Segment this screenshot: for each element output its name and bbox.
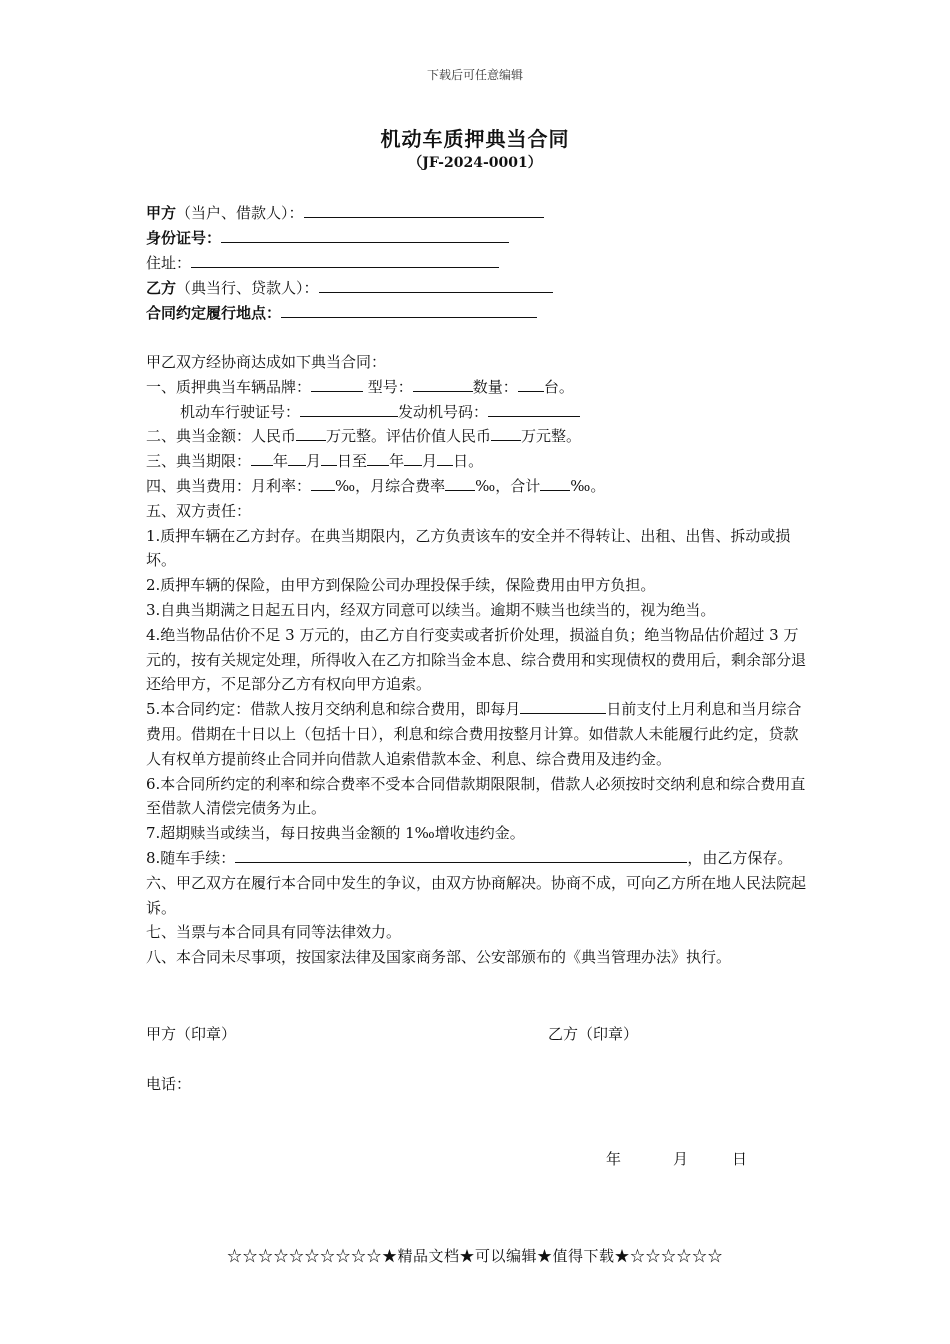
- total-label: ‰，合计: [475, 476, 541, 495]
- quantity-label: 数量：: [472, 377, 518, 396]
- party-a-seal: 甲方（印章）: [146, 1025, 237, 1043]
- footer-banner: ☆☆☆☆☆☆☆☆☆☆★精品文档★可以编辑★值得下载★☆☆☆☆☆☆: [226, 1247, 723, 1265]
- term-label: 三、典当期限：: [146, 452, 252, 471]
- date-year: 年: [606, 1150, 622, 1168]
- party-a-line: [146, 202, 544, 223]
- model-label: 型号：: [363, 377, 413, 396]
- party-a-label: 甲方: [146, 204, 177, 222]
- clause-2: [146, 424, 808, 449]
- place-label: 合同约定履行地点：: [146, 304, 282, 322]
- valuation-unit: 万元整。: [521, 427, 582, 446]
- intro: 甲乙双方经协商达成如下典当合同：: [146, 353, 387, 371]
- clause-6: 六、甲乙双方在履行本合同中发生的争议，由双方协商解决。协商不成，可向乙方所在地人民法院起诉。: [146, 873, 807, 917]
- term-start-day-blank[interactable]: [321, 450, 337, 466]
- engine-blank[interactable]: [488, 401, 580, 417]
- license-blank[interactable]: [300, 401, 398, 417]
- clause-5-4: 4.绝当物品估价不足 3 万元的，由乙方自行变卖或者折价处理，损溢自负；绝当物品估价超过 3 万元的，按有关规定处理，所得收入在乙方扣除当金本息、综合费用和实现债权的费用后，剩余部分退还给甲方，不足部分乙方有权向甲方追索。: [146, 625, 807, 694]
- total-unit: ‰。: [570, 476, 606, 495]
- payment-day-label: 5.本合同约定：借款人按月交纳利息和综合费用，即每月: [146, 700, 521, 719]
- clause-3: [146, 449, 808, 474]
- day-to-text: 日至: [337, 452, 368, 471]
- amount-blank[interactable]: [296, 425, 326, 441]
- documents-blank[interactable]: [235, 847, 687, 863]
- party-b-note: （典当行、贷款人）：: [176, 279, 319, 297]
- valuation-label: 万元整。评估价值人民币: [326, 427, 492, 446]
- year-text: 年: [273, 452, 289, 471]
- brand-blank[interactable]: [311, 376, 363, 392]
- clause-8: 八、本合同未尽事项，按国家法律及国家商务部、公安部颁布的《典当管理办法》执行。: [146, 948, 732, 967]
- place-blank[interactable]: [281, 302, 537, 318]
- license-label: 机动车行驶证号：: [180, 402, 301, 421]
- payment-day-blank[interactable]: [520, 698, 606, 714]
- term-end-day-blank[interactable]: [437, 450, 453, 466]
- contract-body: [146, 350, 808, 970]
- fee-rate-blank[interactable]: [445, 475, 475, 491]
- clause-4: [146, 474, 808, 499]
- payment-terms: 日前支付上月利息和当月综合费用。借期在十日以上（包括十日），利息和综合费用按整月计算。如借款人未能履行此约定，贷款人有权单方提前终止合同并向借款人追索借款本金、利息、综合费用及违约金。: [146, 700, 802, 768]
- phone-label: 电话：: [146, 1075, 192, 1093]
- party-b-blank[interactable]: [319, 277, 553, 293]
- clause-5-1: 1.质押车辆在乙方封存。在典当期限内，乙方负责该车的安全并不得转让、出租、出售、拆动或损坏。: [146, 526, 791, 570]
- term-end-month-blank[interactable]: [404, 450, 422, 466]
- date-month: 月: [673, 1150, 689, 1168]
- clause-5-6: 6.本合同所约定的利率和综合费率不受本合同借款期限限制，借款人必须按时交纳利息和综合费用直至借款人清偿完债务为止。: [146, 774, 806, 818]
- address-line: [146, 252, 499, 273]
- date-day: 日: [732, 1150, 748, 1168]
- rate-label: 四、典当费用：月利率：: [146, 476, 312, 495]
- clause-1-vehicle-ids: [146, 400, 808, 425]
- valuation-blank[interactable]: [491, 425, 521, 441]
- year-text: 年: [389, 452, 405, 471]
- documents-label: 8.随车手续：: [146, 848, 236, 867]
- clause-1-brand-label: 一、质押典当车辆品牌：: [146, 377, 312, 396]
- id-line: [146, 227, 509, 248]
- amount-label: 二、典当金额：人民币: [146, 427, 297, 446]
- month-text: 月: [306, 452, 322, 471]
- address-label: 住址：: [146, 254, 192, 272]
- documents-suffix: ，由乙方保存。: [687, 848, 793, 867]
- address-blank[interactable]: [191, 252, 499, 268]
- term-end-year-blank[interactable]: [367, 450, 389, 466]
- contract-code: （JF-2024-0001）: [408, 155, 542, 171]
- clause-5-7: 7.超期赎当或续当，每日按典当金额的 1‰增收违约金。: [146, 824, 525, 843]
- clause-5-8: [146, 846, 808, 871]
- party-b-label: 乙方: [146, 279, 177, 297]
- clause-5-5: [146, 697, 808, 771]
- unit-label: 台。: [543, 377, 574, 396]
- term-start-year-blank[interactable]: [251, 450, 273, 466]
- clause-5-2: 2.质押车辆的保险，由甲方到保险公司办理投保手续，保险费用由甲方负担。: [146, 576, 656, 595]
- clause-7: 七、当票与本合同具有同等法律效力。: [146, 923, 402, 942]
- party-b-seal: 乙方（印章）: [548, 1025, 639, 1043]
- party-a-note: （当户、借款人）：: [176, 204, 304, 222]
- engine-label: 发动机号码：: [398, 402, 489, 421]
- clause-5: 五、双方责任：: [146, 501, 252, 520]
- rate-blank[interactable]: [311, 475, 335, 491]
- total-blank[interactable]: [540, 475, 570, 491]
- model-blank[interactable]: [413, 376, 473, 392]
- id-blank[interactable]: [221, 227, 509, 243]
- place-line: [146, 302, 537, 323]
- clause-5-3: 3.自典当期满之日起五日内，经双方同意可以续当。逾期不赎当也续当的，视为绝当。: [146, 600, 716, 619]
- party-b-line: [146, 277, 553, 298]
- party-a-blank[interactable]: [304, 202, 544, 218]
- term-start-month-blank[interactable]: [288, 450, 306, 466]
- document-title: 机动车质押典当合同: [380, 127, 570, 151]
- month-text: 月: [422, 452, 438, 471]
- id-label: 身份证号：: [146, 229, 222, 247]
- clause-1: [146, 375, 808, 400]
- fee-rate-label: ‰，月综合费率: [335, 476, 446, 495]
- day-text: 日。: [453, 452, 484, 471]
- header-note: 下载后可任意编辑: [426, 68, 523, 82]
- quantity-blank[interactable]: [518, 376, 544, 392]
